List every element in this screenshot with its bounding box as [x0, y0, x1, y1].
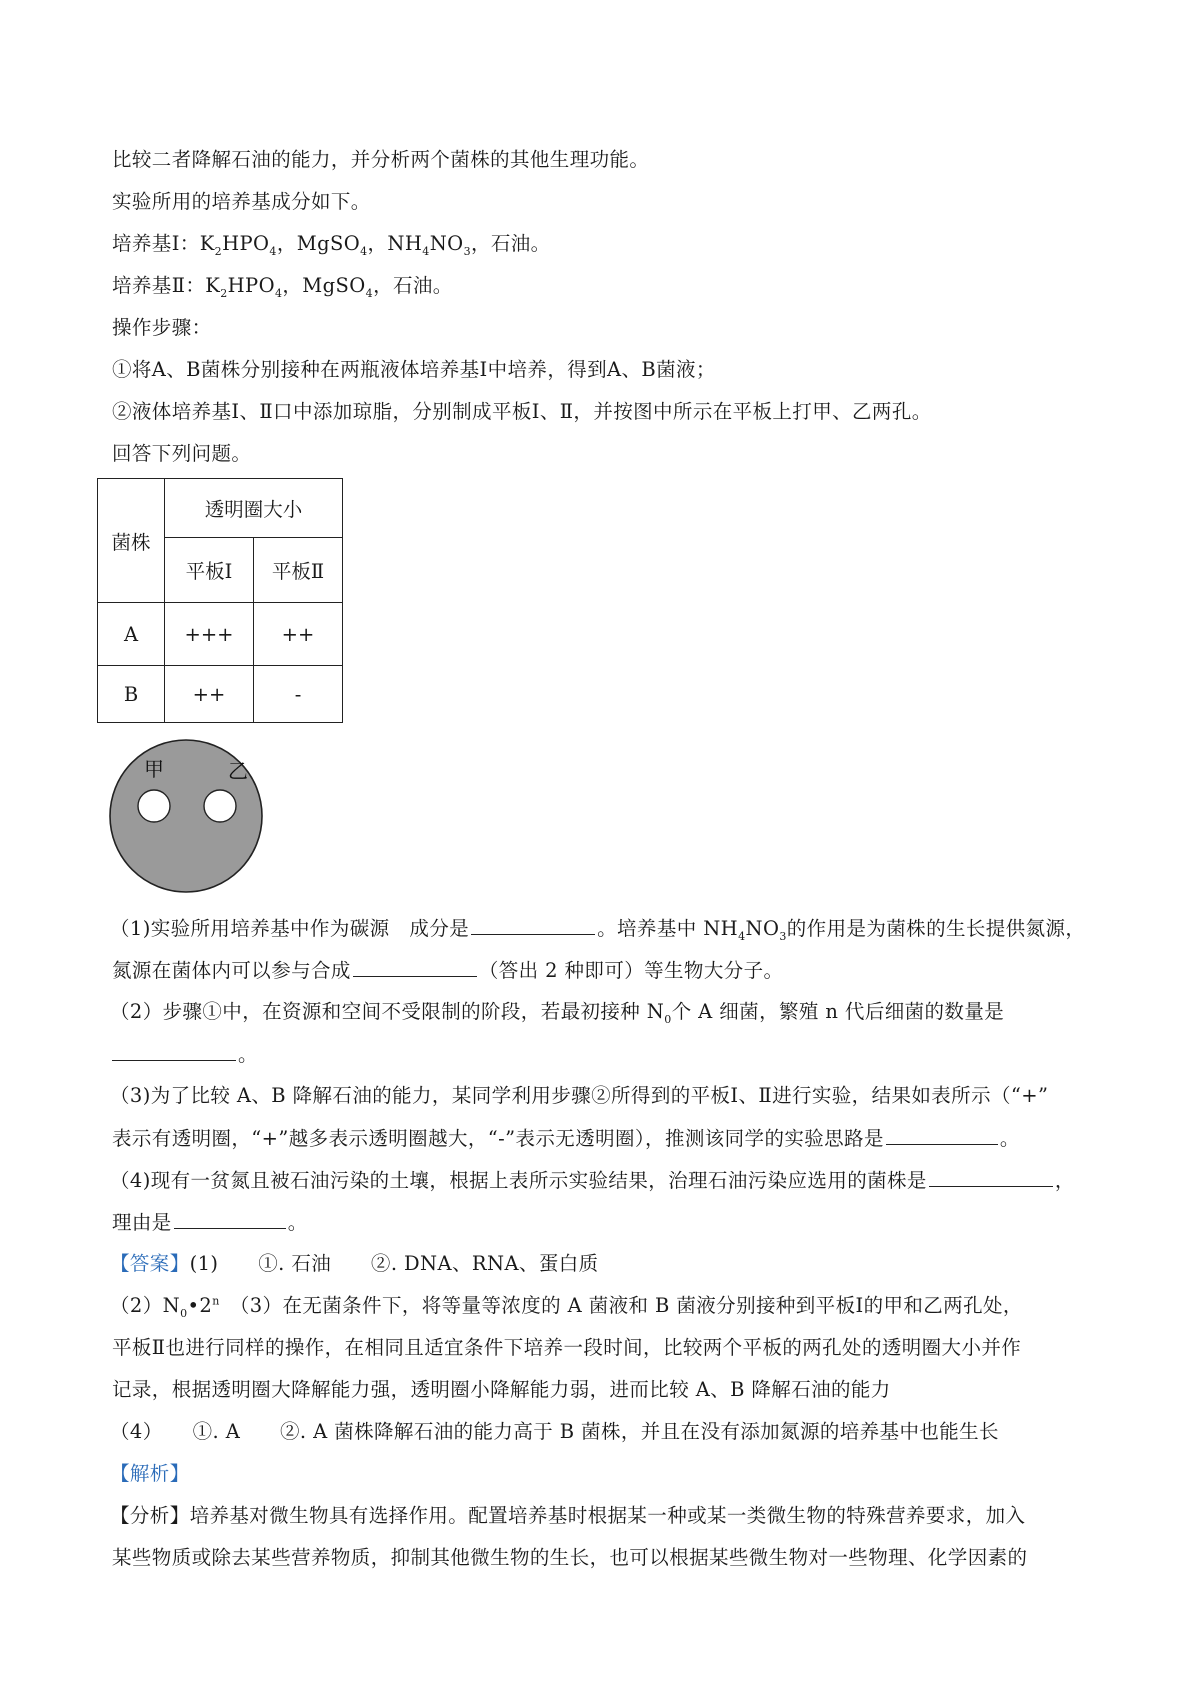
row-a-plate-1: +++	[165, 603, 254, 666]
question-4-line-1: （4)现有一贫氮且被石油污染的土壤，根据上表所示实验结果，治理石油污染应选用的菌株是 ，	[110, 1166, 1075, 1195]
blank-4a[interactable]	[929, 1166, 1053, 1187]
hole-jia	[138, 790, 170, 822]
row-b-plate-2: -	[254, 666, 343, 723]
blank-1b[interactable]	[353, 956, 477, 977]
header-plate-1: 平板Ⅰ	[165, 538, 254, 603]
header-clear-zone: 透明圈大小	[165, 479, 343, 538]
question-3-line-2: 表示有透明圈，“+”越多表示透明圈越大，“-”表示无透明圈），推测该同学的实验思路是 。	[112, 1124, 1020, 1153]
answer-line-4: 记录，根据透明圈大降解能力强，透明圈小降解能力弱，进而比较 A、B 降解石油的能力	[112, 1378, 891, 1401]
analysis-line-2: 某些物质或除去某些营养物质，抑制其他微生物的生长，也可以根据某些微生物对一些物理、化学因素的	[112, 1546, 1028, 1569]
step-2: ②液体培养基Ⅰ、Ⅱ口中添加琼脂，分别制成平板Ⅰ、Ⅱ，并按图中所示在平板上打甲、乙两孔。	[112, 400, 932, 423]
header-plate-2: 平板Ⅱ	[254, 538, 343, 603]
medium-2-line: 培养基Ⅱ：$K_2HPO_4$，MgSO$_4$，石油。	[112, 274, 453, 300]
blank-3[interactable]	[886, 1124, 998, 1145]
question-3-line-1: （3)为了比较 A、B 降解石油的能力，某同学利用步骤②所得到的平板Ⅰ、Ⅱ进行实验，结果如表所示（“+”	[110, 1084, 1049, 1107]
step-1: ①将A、B菌株分别接种在两瓶液体培养基Ⅰ中培养，得到A、B菌液；	[112, 358, 716, 381]
petri-dish-diagram	[108, 738, 264, 894]
analysis-tag: 【解析】	[110, 1462, 190, 1485]
blank-4b[interactable]	[174, 1208, 286, 1229]
row-a-strain: A	[98, 603, 165, 666]
question-2-line-1: （2）步骤①中，在资源和空间不受限制的阶段，若最初接种 $N_0$个 A 细菌，繁殖 n 代后细菌的数量是	[110, 1000, 1005, 1026]
blank-2[interactable]	[112, 1040, 236, 1061]
answer-line-5: （4） ①. A ②. A 菌株降解石油的能力高于 B 菌株，并且在没有添加氮源的培养基中也能生长	[110, 1420, 999, 1443]
row-a-plate-2: ++	[254, 603, 343, 666]
answer-line-2: $(2)N_0•2^n$ （3）在无菌条件下，将等量等浓度的 A 菌液和 B 菌液分别接种到平板Ⅰ的甲和乙两孔处，	[110, 1294, 1023, 1320]
header-strain: 菌株	[98, 479, 165, 603]
medium-1-line: 培养基Ⅰ：$K_2HPO_4$，MgSO$_4$，$NH_4NO_3$，石油。	[112, 232, 551, 258]
question-1-line-2: 氮源在菌体内可以参与合成 （答出 2 种即可）等生物大分子。	[112, 956, 783, 985]
question-1-line-1: （1)实验所用培养基中作为碳源 成分是 。培养基中 $NH_4NO_3$的作用是为菌株的生长提供氮源，	[110, 914, 1085, 943]
prompt-line: 回答下列问题。	[112, 442, 252, 465]
row-b-plate-1: ++	[165, 666, 254, 723]
question-2-line-2: 。	[112, 1040, 258, 1069]
intro-line-2: 实验所用的培养基成分如下。	[112, 190, 371, 213]
hole-yi	[204, 790, 236, 822]
question-4-line-2: 理由是 。	[112, 1208, 308, 1237]
answer-line-1: 【答案】(1) ①. 石油 ②. DNA、RNA、蛋白质	[110, 1252, 599, 1275]
label-jia: 甲	[144, 757, 164, 781]
blank-1a[interactable]	[471, 914, 595, 935]
analysis-line-1: 【分析】培养基对微生物具有选择作用。配置培养基时根据某一种或某一类微生物的特殊营养要求，加入	[110, 1504, 1026, 1527]
results-table	[97, 478, 343, 723]
answer-line-3: 平板Ⅱ也进行同样的操作，在相同且适宜条件下培养一段时间，比较两个平板的两孔处的透明圈大小并作	[112, 1336, 1022, 1359]
intro-line-1: 比较二者降解石油的能力，并分析两个菌株的其他生理功能。	[112, 148, 650, 171]
label-yi: 乙	[228, 759, 248, 783]
steps-title: 操作步骤：	[112, 316, 212, 339]
answer-tag: 【答案】	[110, 1252, 190, 1275]
row-b-strain: B	[98, 666, 165, 723]
